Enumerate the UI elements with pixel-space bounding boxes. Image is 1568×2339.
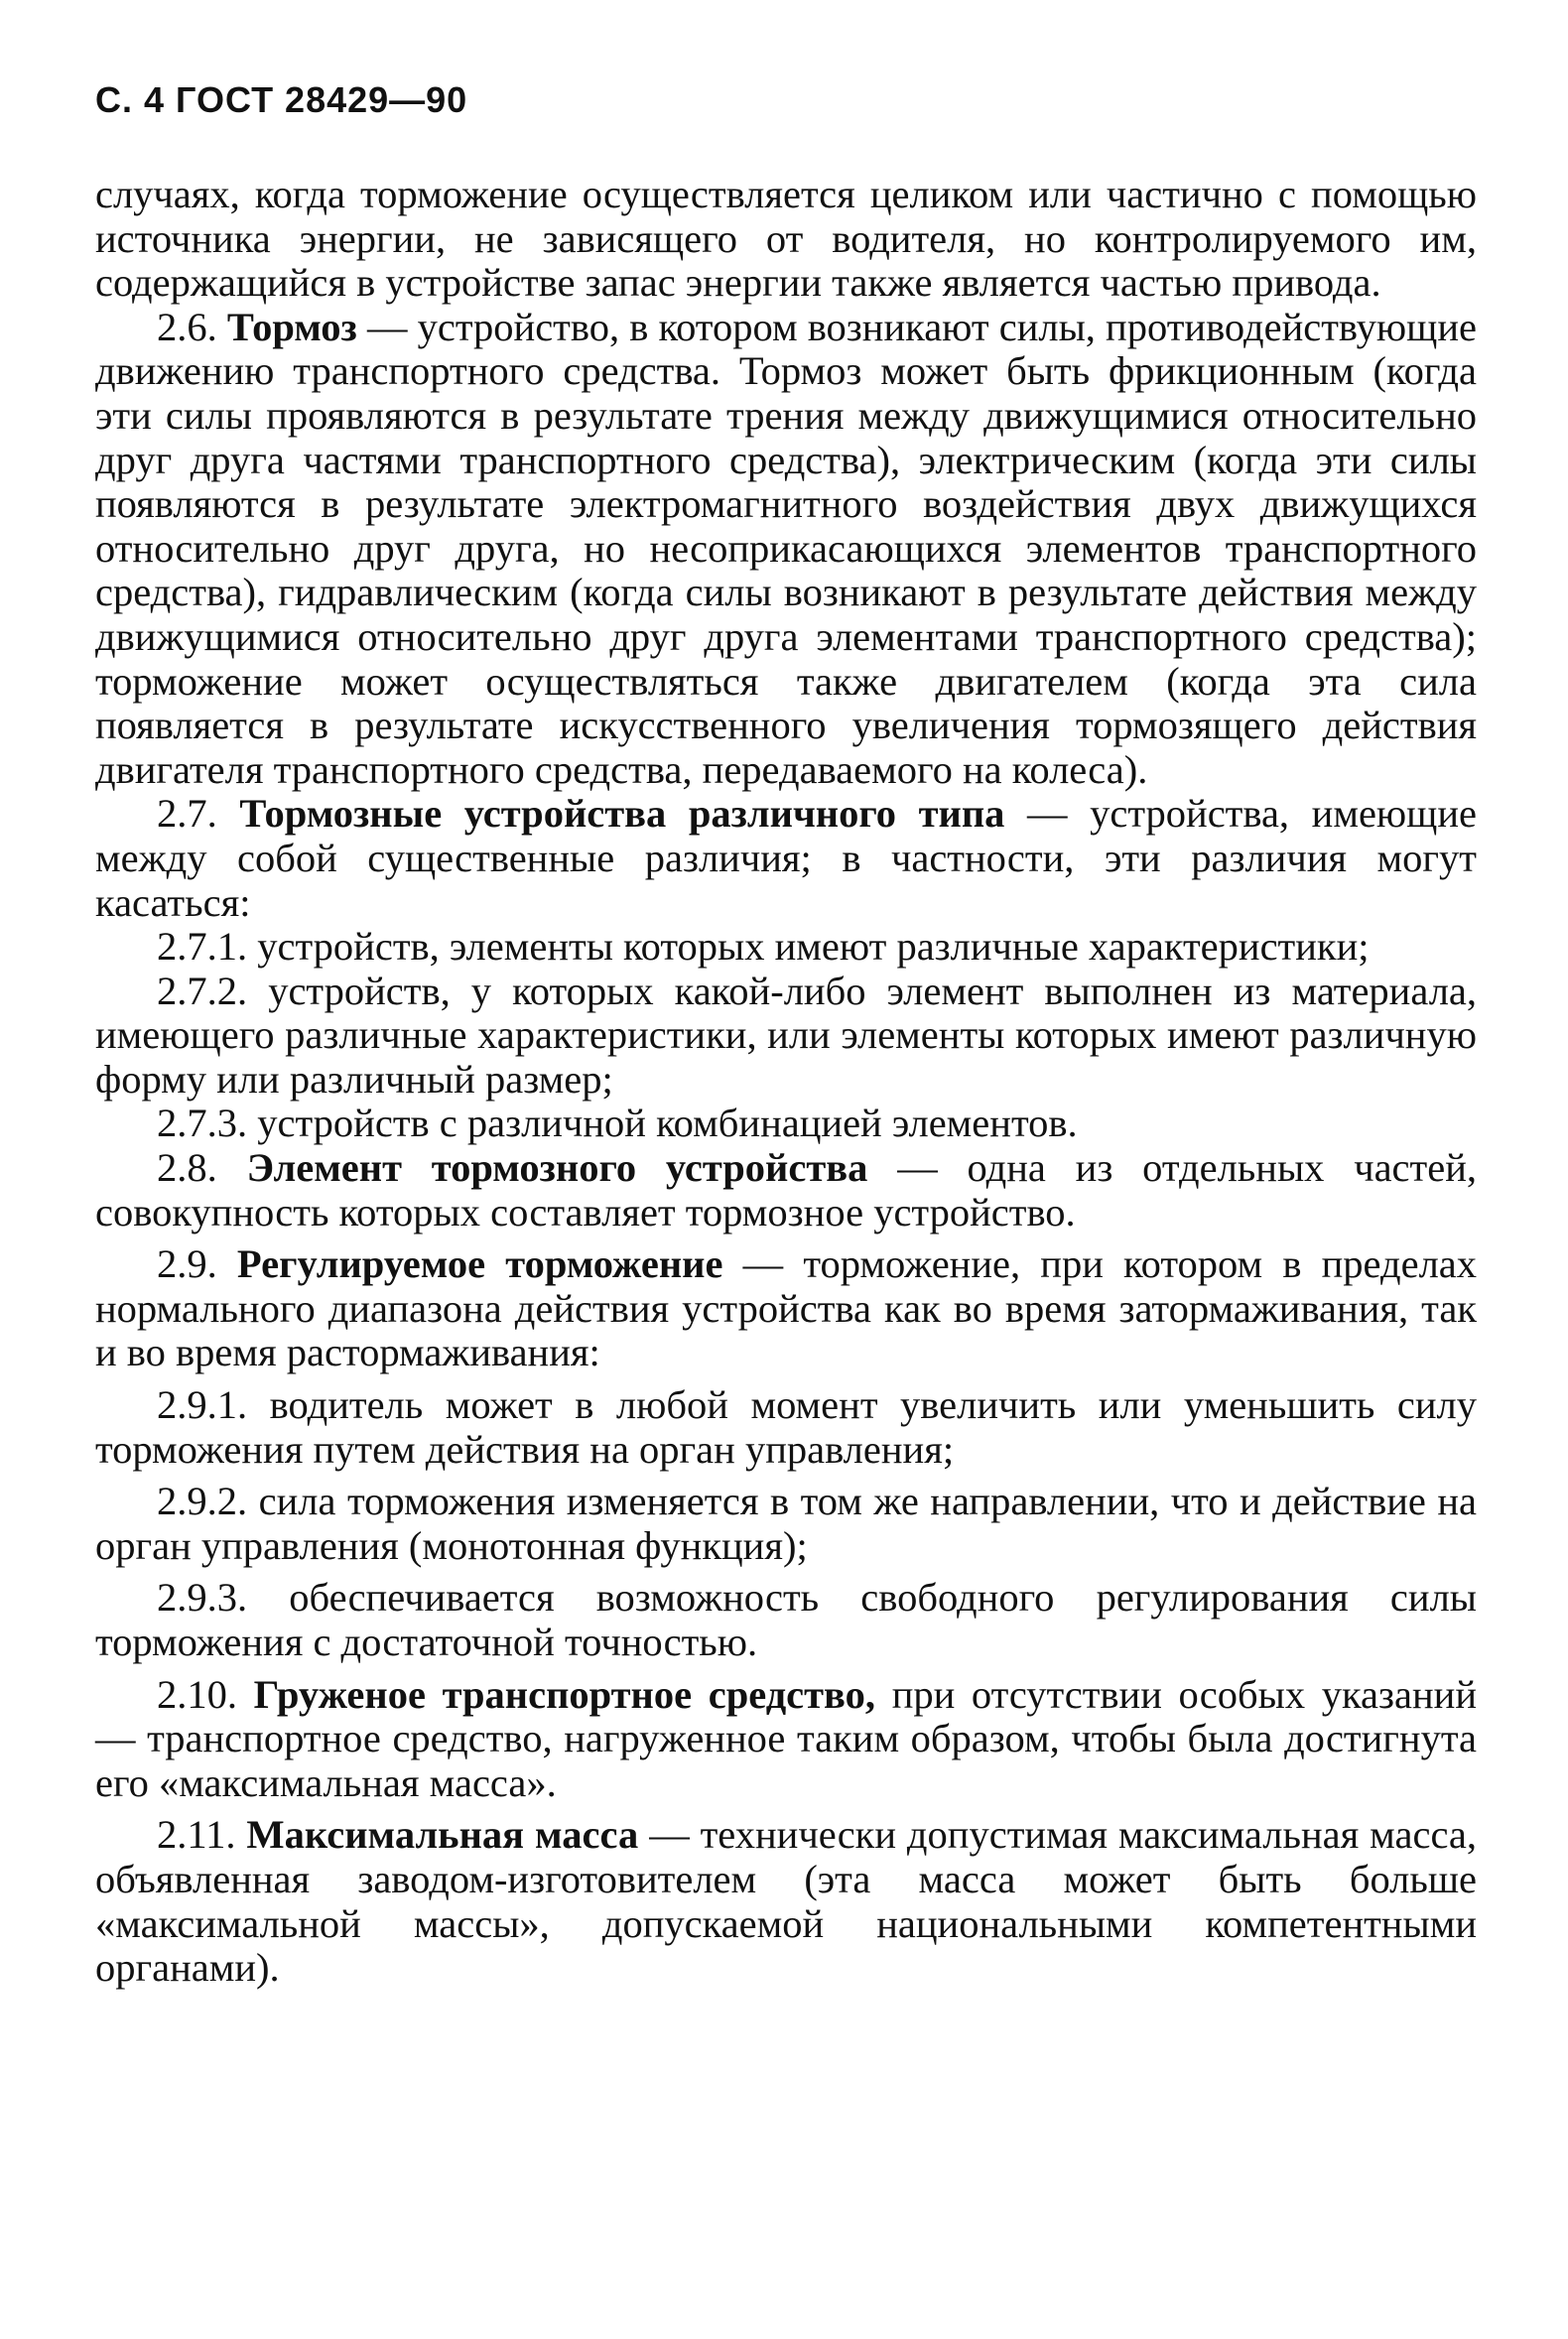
clause-number: 2.7.1. xyxy=(157,924,248,970)
clause-number: 2.8. xyxy=(157,1145,217,1191)
clause-2-9-3 xyxy=(95,1576,1477,1664)
clause-text: — торможение, при котором в пределах нормального диапазона действия устройства как во время затормаживания, так и во время растормаживания: xyxy=(95,1241,1478,1375)
clause-2-7-3 xyxy=(95,1102,1477,1146)
clause-2-9 xyxy=(95,1242,1477,1375)
clause-term: Максимальная масса xyxy=(246,1812,639,1858)
clause-text: устройств, у которых какой-либо элемент выполнен из материала, имеющего различные характеристики, или элементы которых имеют различную форму или различный размер; xyxy=(95,968,1477,1102)
clause-term: Тормоз xyxy=(226,304,357,349)
clause-text: сила торможения изменяется в том же направлении, что и действие на орган управления (монотонная функция); xyxy=(95,1479,1478,1568)
clause-text: водитель может в любой момент увеличить или уменьшить силу торможения путем действия на орган управления; xyxy=(95,1382,1477,1472)
clause-number: 2.7.3. xyxy=(157,1101,248,1146)
clause-2-7-1 xyxy=(95,925,1477,970)
clause-2-8 xyxy=(95,1146,1477,1234)
body-text xyxy=(95,173,1477,1991)
clause-number: 2.6. xyxy=(157,304,217,349)
clause-number: 2.10. xyxy=(157,1671,237,1717)
clause-text: устройств, элементы которых имеют различные характеристики; xyxy=(257,924,1370,970)
clause-number: 2.7.2. xyxy=(157,968,248,1013)
clause-2-9-1 xyxy=(95,1383,1477,1472)
clause-2-9-2 xyxy=(95,1480,1477,1568)
clause-number: 2.9.2. xyxy=(157,1479,248,1524)
clause-term: Элемент тормозного устройства xyxy=(246,1145,868,1191)
clause-text: — устройство, в котором возникают силы, противодействующие движению транспортного средства. Тормоз может быть фрикционным (когда эти силы проявляются в результате трения между движущимися относительно друг друга частями транспортного средства), электрическим (когда эти силы появляются в результате электромагнитного воздействия двух движущихся относительно друг друга, но несоприкасающихся элементов транспортного средства), гидравлическим (когда силы возникают в результате действия между движущимися относительно друг друга элементами транспортного средства); торможение может осуществляться также двигателем (когда эта сила появляется в результате искусственного увеличения тормозящего действия двигателя транспортного средства, передаваемого на колеса). xyxy=(95,304,1478,792)
clause-term: Тормозные устройства различного типа xyxy=(239,791,1005,837)
clause-2-7-2 xyxy=(95,970,1477,1103)
clause-number: 2.11. xyxy=(157,1812,236,1858)
clause-number: 2.9. xyxy=(157,1241,217,1287)
paragraph-continuation xyxy=(95,173,1477,306)
clause-number: 2.9.1. xyxy=(157,1382,248,1428)
clause-2-10 xyxy=(95,1673,1477,1806)
clause-number: 2.9.3. xyxy=(157,1575,248,1621)
clause-text: устройств с различной комбинацией элементов. xyxy=(257,1101,1078,1146)
clause-term: Груженое транспортное средство, xyxy=(253,1671,876,1717)
clause-number: 2.7. xyxy=(157,791,217,837)
paragraph-text: случаях, когда торможение осуществляется целиком или частично с помощью источника энергии, не зависящего от водителя, но контролируемого им, содержащийся в устройстве запас энергии также является частью привода. xyxy=(95,172,1477,306)
clause-2-11 xyxy=(95,1813,1477,1990)
clause-text: обеспечивается возможность свободного регулирования силы торможения с достаточной точностью. xyxy=(95,1575,1478,1664)
running-header: С. 4 ГОСТ 28429—90 xyxy=(95,79,468,120)
clause-text: — одна из отдельных частей, совокупность которых составляет тормозное устройство. xyxy=(95,1145,1478,1234)
clause-text: — устройства, имеющие между собой существенные различия; в частности, эти различия могут касаться: xyxy=(95,791,1478,925)
clause-2-6 xyxy=(95,306,1477,793)
clause-text: — технически допустимая максимальная масса, объявленная заводом-изготовителем (эта масса может быть больше «максимальной массы», допускаемой национальными компетентными органами). xyxy=(95,1812,1478,1991)
clause-term: Регулируемое торможение xyxy=(236,1241,723,1287)
clause-2-7 xyxy=(95,792,1477,925)
clause-text: при отсутствии особых указаний — транспортное средство, нагруженное таким образом, чтобы была достигнута его «максимальная масса». xyxy=(95,1671,1478,1805)
